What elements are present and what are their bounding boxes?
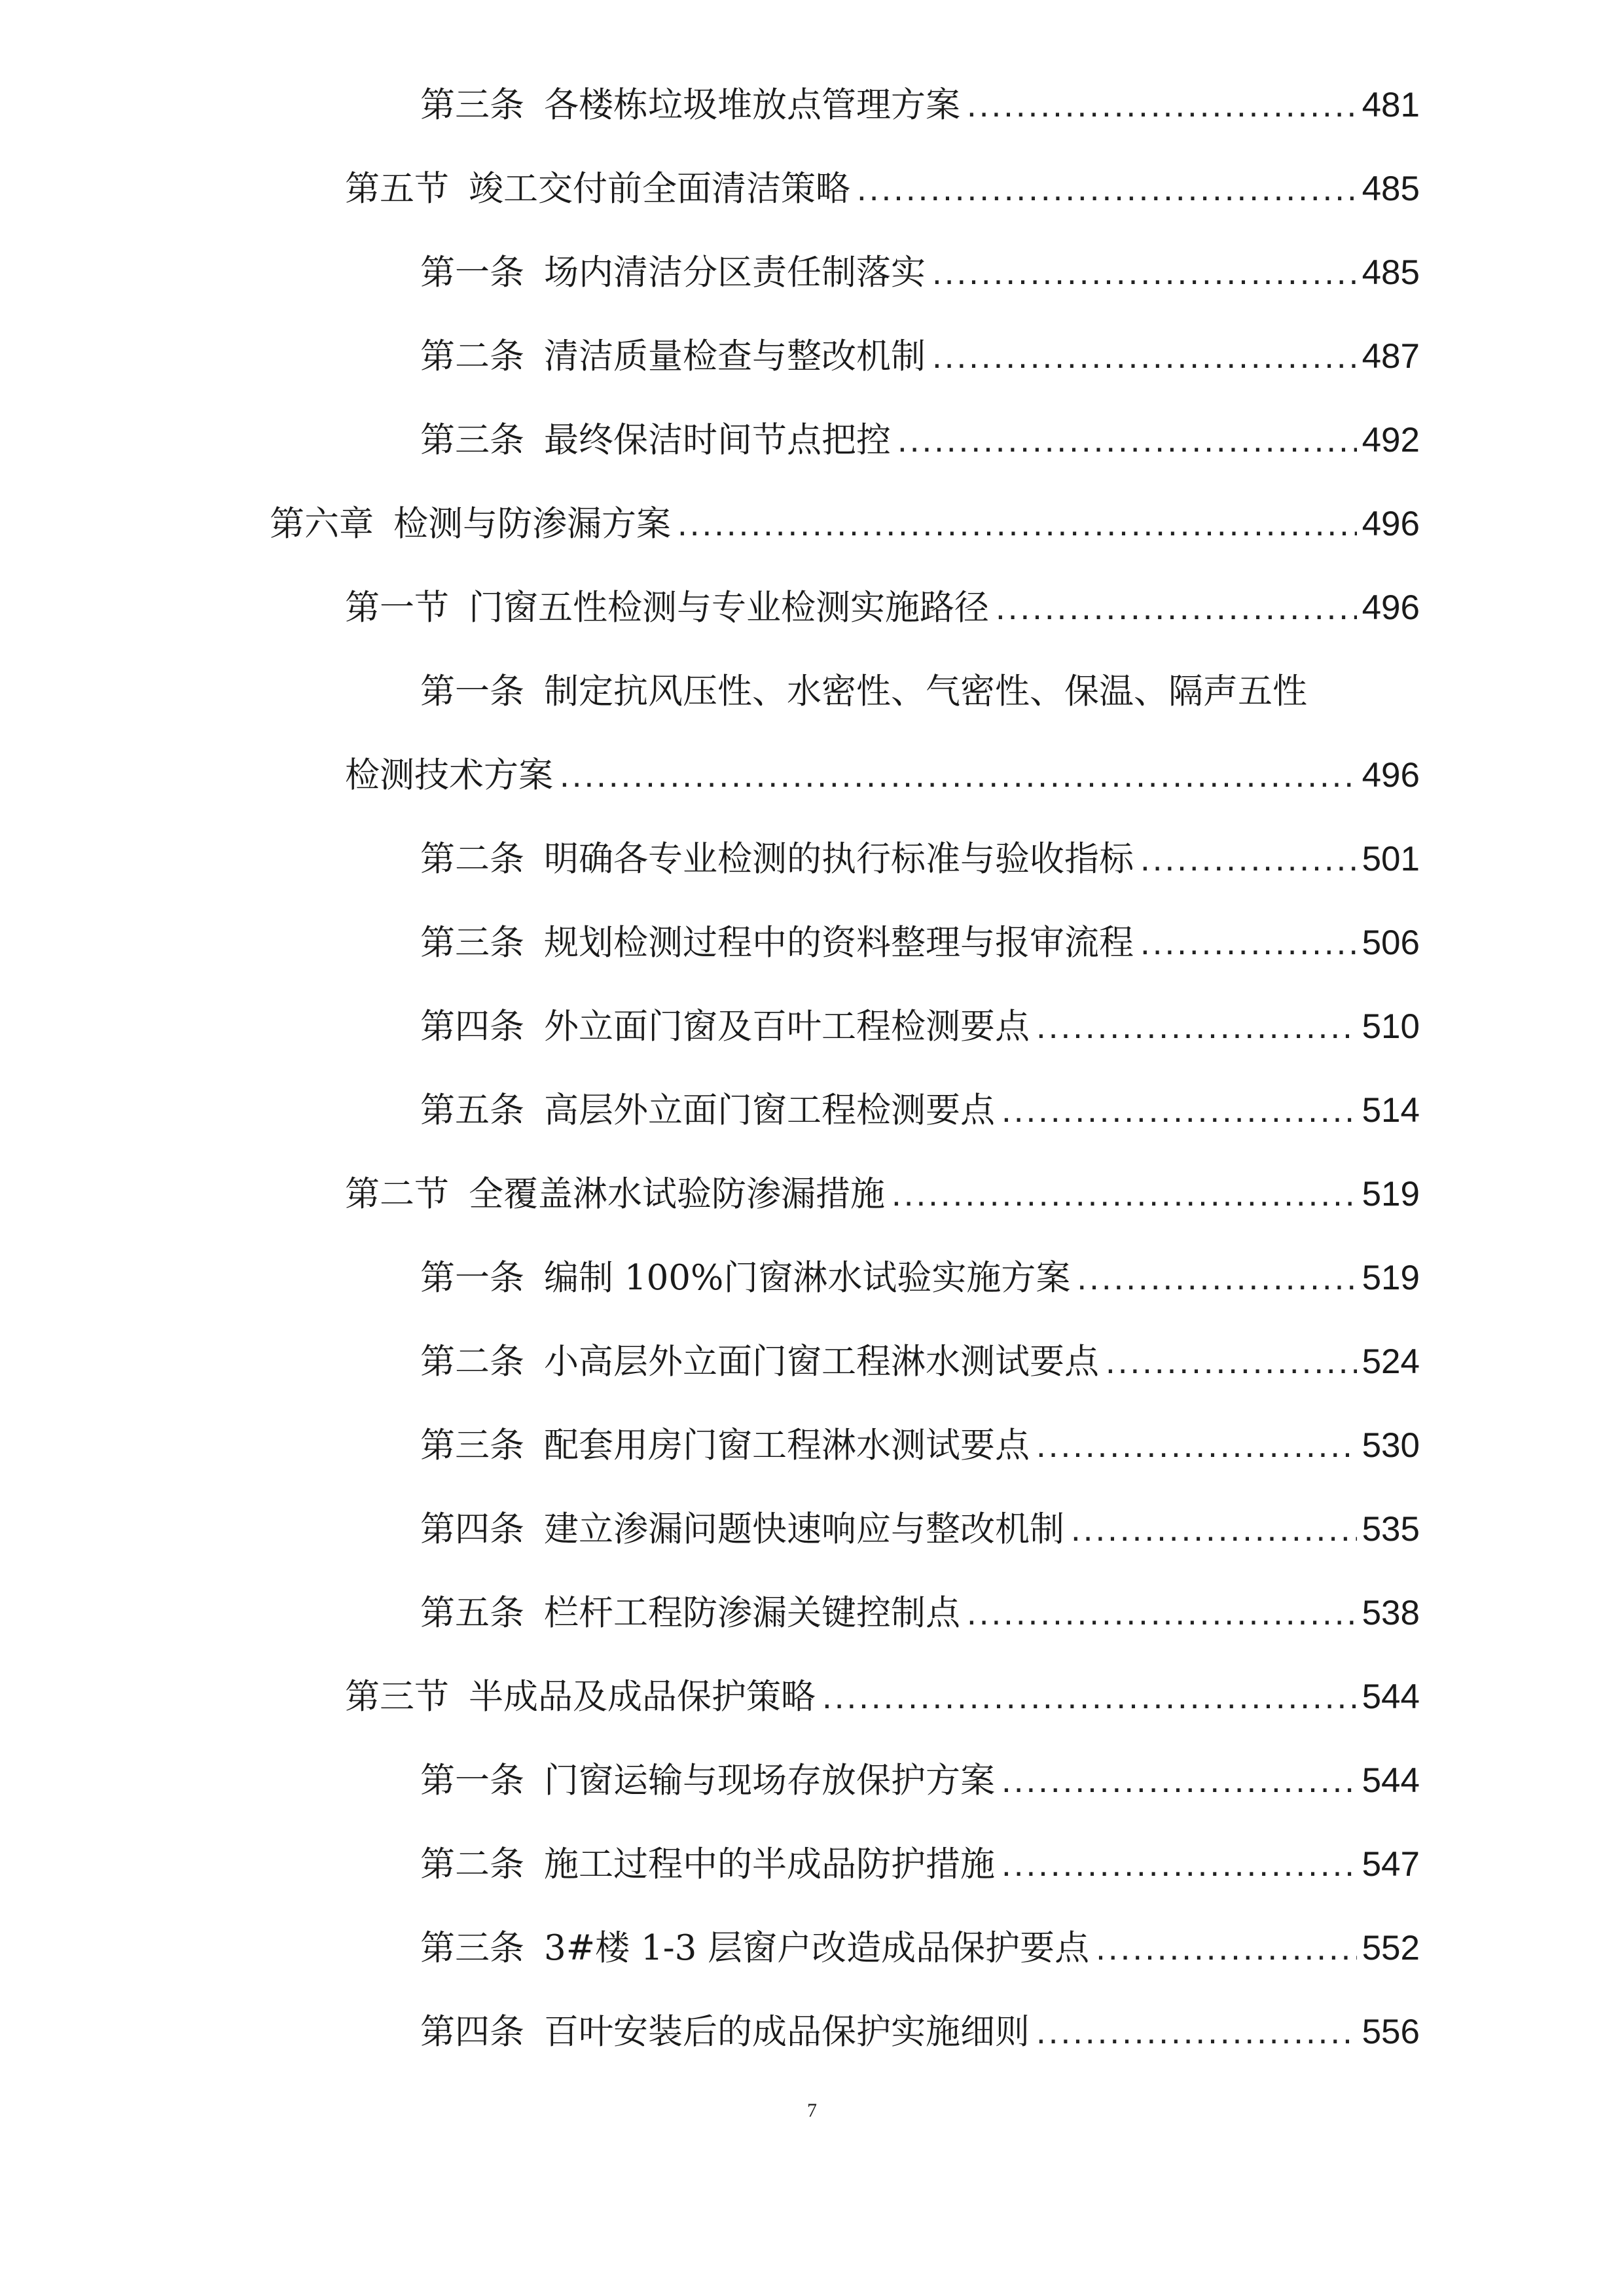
dot-leader	[932, 327, 1357, 386]
toc-title: 清洁质量检查与整改机制	[544, 336, 926, 376]
dot-leader	[897, 411, 1357, 470]
toc-label: 第四条	[420, 1509, 524, 1549]
toc-title: 门窗运输与现场存放保护方案	[544, 1761, 995, 1801]
toc-page-number: 524	[1362, 1342, 1420, 1381]
toc-label: 第三条	[420, 1928, 524, 1968]
dot-leader	[1140, 914, 1357, 973]
toc-page-number: 496	[1362, 756, 1420, 795]
toc-entry[interactable]	[420, 327, 1420, 386]
toc-entry-wrapped[interactable]	[420, 662, 1460, 721]
toc-label: 第五条	[420, 1090, 524, 1130]
toc-page-number: 514	[1362, 1091, 1420, 1130]
dot-leader	[1071, 1500, 1357, 1559]
dot-leader	[1001, 1081, 1357, 1140]
toc-entry[interactable]	[420, 1500, 1420, 1559]
toc-title: 规划检测过程中的资料整理与报审流程	[544, 923, 1134, 963]
toc-entry[interactable]	[420, 914, 1420, 973]
toc-title: 建立渗漏问题快速响应与整改机制	[544, 1509, 1064, 1549]
toc-entry[interactable]	[420, 997, 1420, 1056]
toc-entry[interactable]	[420, 1249, 1420, 1308]
toc-title: 编制 100%门窗淋水试验实施方案	[544, 1258, 1071, 1298]
toc-page-number: 535	[1362, 1510, 1420, 1549]
toc-label: 第二条	[420, 1844, 524, 1884]
toc-label: 第二条	[420, 1342, 524, 1382]
toc-page-number: 481	[1362, 86, 1420, 124]
toc-title: 门窗五性检测与专业检测实施路径	[469, 588, 989, 628]
toc-entry[interactable]	[420, 1416, 1420, 1475]
dot-leader	[1096, 1919, 1356, 1978]
toc-entry[interactable]	[420, 1584, 1420, 1643]
toc-page-number: 496	[1362, 505, 1420, 543]
toc-page-number: 556	[1362, 2013, 1420, 2051]
toc-entry[interactable]	[420, 411, 1420, 470]
toc-entry[interactable]	[420, 1333, 1420, 1391]
toc-label: 第五节	[345, 169, 449, 209]
toc-label: 第四条	[420, 2012, 524, 2052]
toc-label: 第一节	[345, 588, 449, 628]
toc-entry[interactable]	[420, 1081, 1420, 1140]
toc-title: 场内清洁分区责任制落实	[544, 253, 926, 293]
toc-label: 第三条	[420, 923, 524, 963]
toc-title: 施工过程中的半成品防护措施	[544, 1844, 995, 1884]
dot-leader	[1036, 1416, 1357, 1475]
dot-leader	[560, 746, 1357, 805]
toc-title: 百叶安装后的成品保护实施细则	[544, 2012, 1030, 2052]
dot-leader	[857, 160, 1357, 219]
toc-title: 竣工交付前全面清洁策略	[469, 169, 850, 209]
toc-page-number: 492	[1362, 421, 1420, 459]
dot-leader	[1001, 1751, 1357, 1810]
toc-page-number: 544	[1362, 1677, 1420, 1716]
dot-leader	[967, 1584, 1357, 1643]
toc-entry[interactable]	[420, 1919, 1420, 1978]
toc-label: 第三条	[420, 85, 524, 125]
toc-entry-chapter[interactable]	[270, 495, 1420, 554]
toc-label: 第四条	[420, 1007, 524, 1047]
toc-label: 第二节	[345, 1174, 449, 1214]
toc-page-number: 530	[1362, 1426, 1420, 1465]
toc-label: 第一条	[420, 1761, 524, 1801]
toc-page-number: 496	[1362, 588, 1420, 627]
toc-title: 外立面门窗及百叶工程检测要点	[544, 1007, 1030, 1047]
toc-label: 第六章	[270, 504, 374, 544]
toc-page-number: 544	[1362, 1761, 1420, 1800]
toc-entry[interactable]	[345, 1165, 1420, 1224]
toc-label: 第二条	[420, 336, 524, 376]
toc-title: 配套用房门窗工程淋水测试要点	[544, 1426, 1030, 1465]
toc-label: 第一条	[420, 672, 524, 711]
dot-leader	[996, 579, 1357, 637]
toc-title: 高层外立面门窗工程检测要点	[544, 1090, 995, 1130]
toc-title: 全覆盖淋水试验防渗漏措施	[469, 1174, 885, 1214]
toc-entry[interactable]	[420, 243, 1420, 302]
dot-leader	[1106, 1333, 1357, 1391]
toc-label: 第二条	[420, 839, 524, 879]
toc-entry[interactable]	[420, 1751, 1420, 1810]
toc-label: 第一条	[420, 1258, 524, 1298]
toc-title: 各楼栋垃圾堆放点管理方案	[544, 85, 960, 125]
toc-title: 栏杆工程防渗漏关键控制点	[544, 1593, 960, 1633]
toc-label: 第三条	[420, 420, 524, 460]
toc-label: 第五条	[420, 1593, 524, 1633]
toc-label: 第三节	[345, 1677, 449, 1717]
dot-leader	[1036, 2003, 1357, 2062]
toc-entry[interactable]	[420, 76, 1420, 135]
toc-entry-continuation[interactable]	[345, 746, 1420, 805]
dot-leader	[1036, 997, 1357, 1056]
toc-entry[interactable]	[420, 1835, 1420, 1894]
toc-page-number: 538	[1362, 1594, 1420, 1632]
toc-title: 检测与防渗漏方案	[393, 504, 671, 544]
toc-page-number: 519	[1362, 1175, 1420, 1213]
toc-entry[interactable]	[420, 830, 1420, 889]
toc-entry[interactable]	[420, 2003, 1420, 2062]
toc-page-number: 485	[1362, 253, 1420, 292]
dot-leader	[1001, 1835, 1357, 1894]
toc-title: 制定抗风压性、水密性、气密性、保温、隔声五性	[544, 672, 1307, 711]
toc-page-number: 501	[1362, 840, 1420, 878]
toc-title: 明确各专业检测的执行标准与验收指标	[544, 839, 1134, 879]
footer-page-number: 7	[807, 2100, 817, 2121]
dot-leader	[1077, 1249, 1356, 1308]
dot-leader	[677, 495, 1357, 554]
dot-leader	[1140, 830, 1357, 889]
toc-entry[interactable]	[345, 579, 1420, 637]
dot-leader	[822, 1668, 1357, 1727]
dot-leader	[932, 243, 1357, 302]
toc-page-number: 506	[1362, 924, 1420, 962]
toc-title: 小高层外立面门窗工程淋水测试要点	[544, 1342, 1099, 1382]
toc-page-number: 485	[1362, 170, 1420, 208]
toc-title: 半成品及成品保护策略	[469, 1677, 816, 1717]
toc-entry[interactable]	[345, 160, 1420, 219]
toc-page-number: 510	[1362, 1007, 1420, 1046]
toc-page-number: 519	[1362, 1259, 1420, 1297]
toc-page-number: 547	[1362, 1845, 1420, 1884]
dot-leader	[892, 1165, 1357, 1224]
toc-title: 3#楼 1-3 层窗户改造成品保护要点	[544, 1928, 1090, 1968]
toc-page-number: 552	[1362, 1929, 1420, 1967]
toc-entry[interactable]	[345, 1668, 1420, 1727]
toc-label: 第三条	[420, 1426, 524, 1465]
dot-leader	[967, 76, 1357, 135]
toc-title-continuation: 检测技术方案	[345, 755, 553, 795]
toc-title: 最终保洁时间节点把控	[544, 420, 891, 460]
toc-label: 第一条	[420, 253, 524, 293]
toc-page-number: 487	[1362, 337, 1420, 376]
